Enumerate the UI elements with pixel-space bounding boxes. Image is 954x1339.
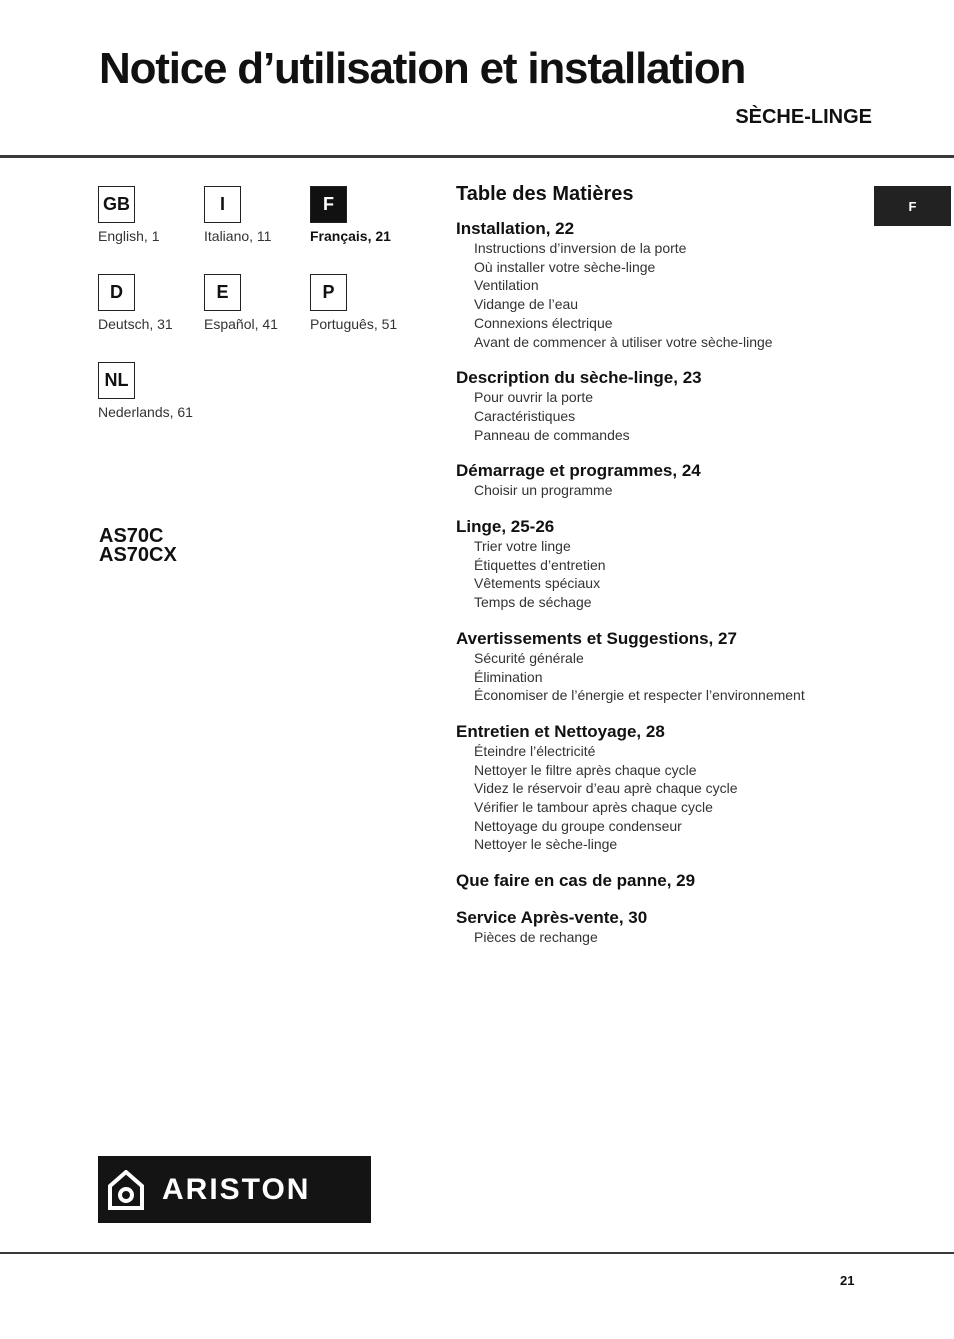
toc-title: Table des Matières (456, 183, 634, 205)
ariston-logo (98, 1156, 371, 1223)
table-of-contents (456, 183, 876, 964)
language-it[interactable] (204, 186, 324, 244)
language-nl[interactable] (98, 362, 218, 420)
toc-item[interactable]: Connexions électrique (474, 314, 613, 331)
toc-section-heading[interactable]: Entretien et Nettoyage, 28 (456, 721, 665, 741)
toc-item[interactable]: Sécurité générale (474, 649, 584, 666)
model-number: AS70CX (99, 544, 177, 566)
toc-item[interactable]: Nettoyage du groupe condenseur (474, 817, 682, 834)
toc-section-heading[interactable]: Démarrage et programmes, 24 (456, 461, 701, 481)
toc-item[interactable]: Avant de commencer à utiliser votre sèche-linge (474, 333, 773, 350)
toc-item[interactable]: Panneau de commandes (474, 426, 630, 443)
toc-section-heading[interactable]: Avertissements et Suggestions, 27 (456, 628, 737, 648)
house-icon (108, 1170, 144, 1210)
language-code-box[interactable]: NL (98, 362, 135, 399)
toc-item[interactable]: Où installer votre sèche-linge (474, 258, 656, 275)
toc-item[interactable]: Étiquettes d’entretien (474, 556, 606, 573)
model-numbers (99, 527, 177, 565)
language-de[interactable] (98, 274, 218, 332)
language-gb[interactable] (98, 186, 218, 244)
language-es[interactable] (204, 274, 324, 332)
language-label: Español, 41 (204, 316, 278, 332)
language-label: Português, 51 (310, 316, 398, 332)
toc-section (456, 461, 876, 500)
language-side-tab: F (874, 186, 951, 226)
toc-section (456, 871, 876, 891)
language-code-box[interactable]: E (204, 274, 241, 311)
bottom-divider (0, 1252, 954, 1254)
toc-item[interactable]: Instructions d’inversion de la porte (474, 240, 687, 256)
toc-item[interactable]: Choisir un programme (474, 482, 613, 499)
language-label: English, 1 (98, 228, 160, 244)
language-code-box[interactable]: GB (98, 186, 135, 223)
toc-item[interactable]: Ventilation (474, 277, 539, 294)
toc-item-list (456, 239, 876, 351)
toc-section (456, 629, 876, 705)
model-number: AS70C (99, 525, 164, 547)
language-label: Nederlands, 61 (98, 404, 193, 420)
language-code-box[interactable]: P (310, 274, 347, 311)
toc-item[interactable]: Économiser de l’énergie et respecter l’environnement (474, 687, 805, 704)
toc-section (456, 368, 876, 444)
toc-section (456, 908, 876, 947)
toc-item[interactable]: Éteindre l’électricité (474, 742, 596, 759)
toc-item[interactable]: Nettoyer le sèche-linge (474, 836, 618, 853)
language-code-box[interactable]: D (98, 274, 135, 311)
toc-item-list (456, 537, 876, 612)
toc-section-heading[interactable]: Installation, 22 (456, 219, 575, 238)
toc-section (456, 219, 876, 351)
page-number: 21 (840, 1273, 855, 1288)
toc-sections (456, 219, 876, 947)
toc-section (456, 722, 876, 854)
toc-item-list (456, 742, 876, 854)
toc-section (456, 517, 876, 612)
toc-section-heading[interactable]: Service Après-vente, 30 (456, 908, 648, 928)
toc-item[interactable]: Pièces de rechange (474, 929, 598, 946)
language-label: Deutsch, 31 (98, 316, 173, 332)
toc-item[interactable]: Pour ouvrir la porte (474, 389, 594, 406)
toc-item[interactable]: Nettoyer le filtre après chaque cycle (474, 761, 697, 778)
language-code-box[interactable]: I (204, 186, 241, 223)
toc-item[interactable]: Temps de séchage (474, 594, 592, 611)
toc-item-list (456, 928, 876, 947)
toc-item-list (456, 388, 876, 444)
language-pt[interactable] (310, 274, 430, 332)
toc-item-list (456, 481, 876, 500)
toc-item[interactable]: Vêtements spéciaux (474, 575, 601, 592)
top-divider (0, 155, 954, 158)
toc-item[interactable]: Trier votre linge (474, 538, 571, 555)
language-code-box-active[interactable]: F (310, 186, 347, 223)
toc-item[interactable]: Videz le réservoir d’eau aprè chaque cycle (474, 780, 738, 797)
toc-item[interactable]: Élimination (474, 668, 543, 685)
toc-item-list (456, 649, 876, 705)
toc-item[interactable]: Vérifier le tambour après chaque cycle (474, 799, 713, 816)
product-subtitle: SÈCHE-LINGE (735, 106, 872, 128)
toc-section-heading[interactable]: Description du sèche-linge, 23 (456, 368, 702, 388)
language-label: Italiano, 11 (204, 228, 272, 244)
language-label-active: Français, 21 (310, 228, 391, 244)
brand-name: ARISTON (162, 1172, 311, 1206)
toc-section-heading[interactable]: Linge, 25-26 (456, 517, 555, 537)
page-title: Notice d’utilisation et installation (99, 44, 746, 93)
language-fr[interactable] (310, 186, 430, 244)
toc-section-heading[interactable]: Que faire en cas de panne, 29 (456, 871, 696, 891)
toc-item[interactable]: Vidange de l’eau (474, 296, 579, 313)
toc-item[interactable]: Caractéristiques (474, 407, 576, 424)
